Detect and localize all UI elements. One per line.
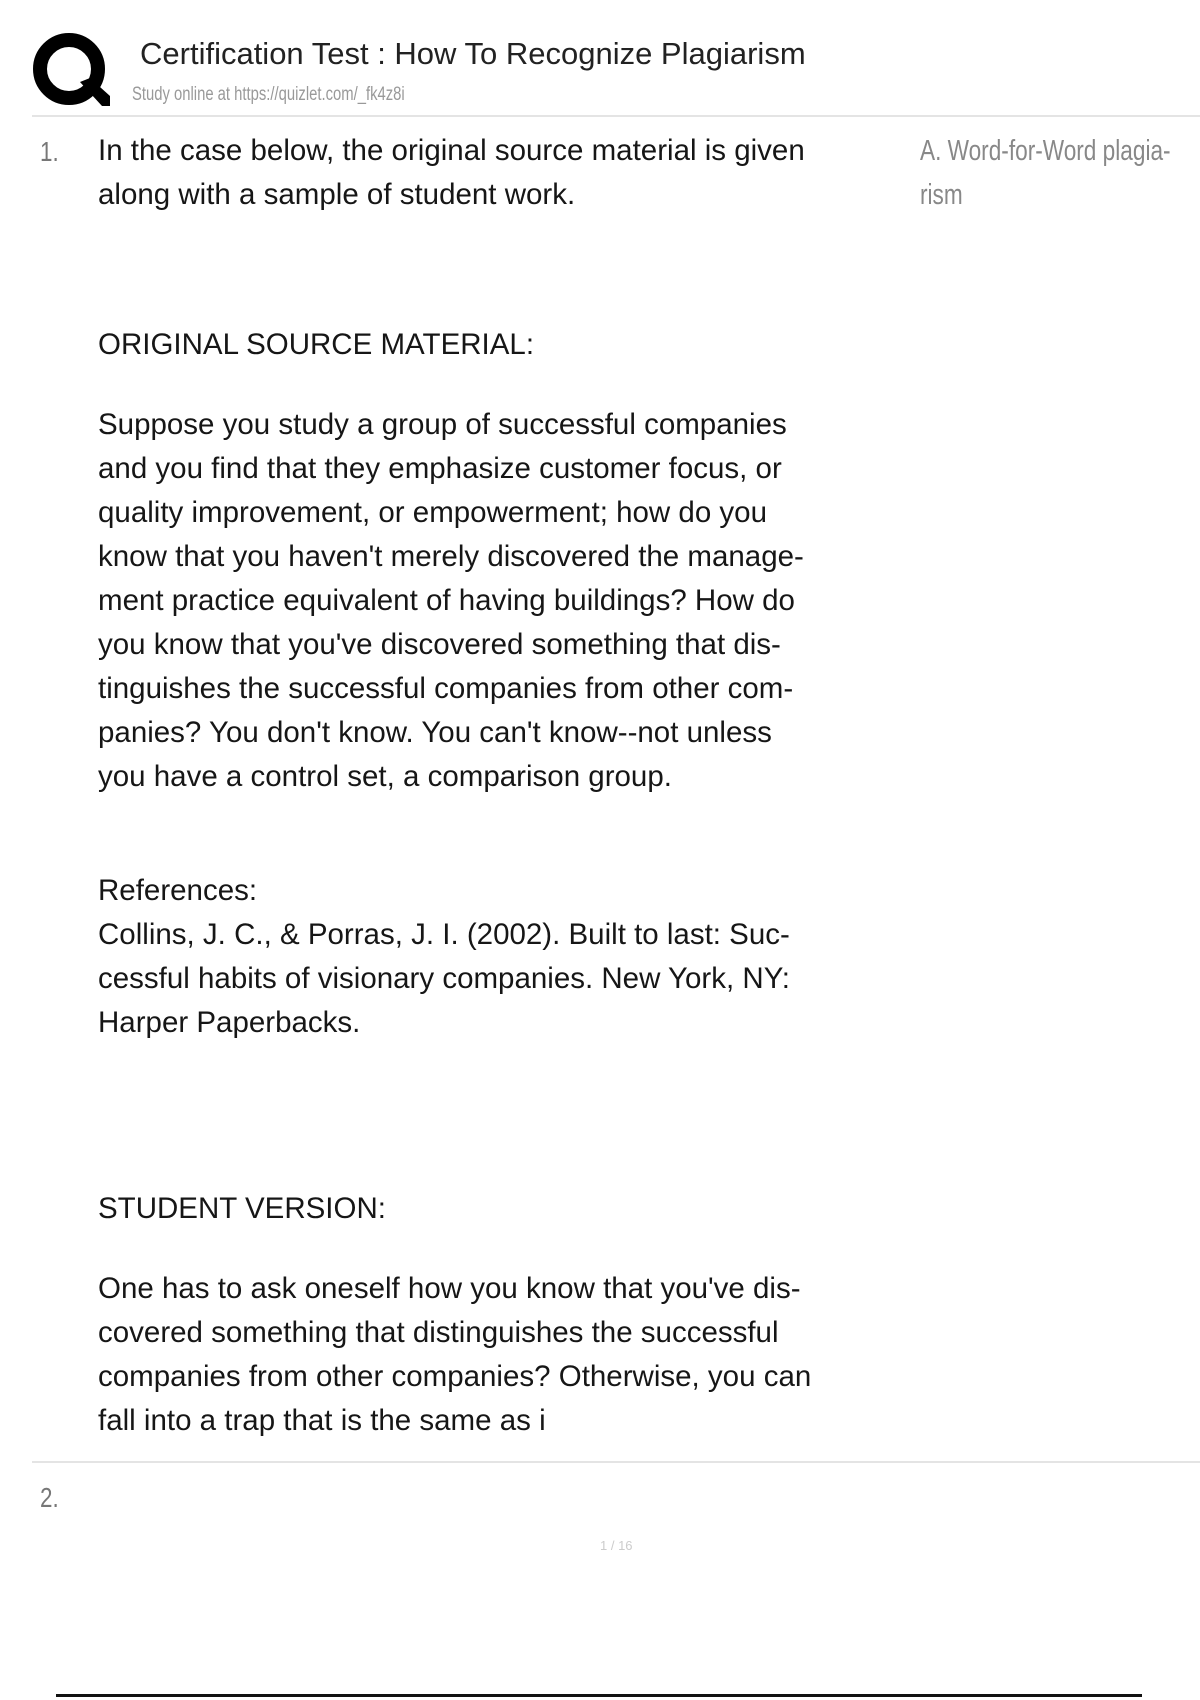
- student-text: companies from other companies? Otherwise, you can: [98, 1360, 812, 1393]
- student-text: fall into a trap that is the same as i: [98, 1404, 546, 1437]
- source-text: know that you haven't merely discovered the manage-: [98, 540, 804, 573]
- answer-line: A. Word-for-Word plagia-: [920, 135, 1171, 167]
- answer-line: rism: [920, 179, 963, 211]
- header-divider: [32, 115, 1200, 117]
- student-text: One has to ask oneself how you know that you've dis-: [98, 1272, 801, 1305]
- reference-text: Harper Paperbacks.: [98, 1006, 361, 1039]
- question-number: 2.: [40, 1482, 59, 1513]
- section-heading: STUDENT VERSION:: [98, 1192, 386, 1225]
- source-text: Suppose you study a group of successful companies: [98, 408, 787, 441]
- question-divider: [32, 1461, 1200, 1463]
- reference-text: Collins, J. C., & Porras, J. I. (2002). Built to last: Suc-: [98, 918, 790, 951]
- source-text: ment practice equivalent of having buildings? How do: [98, 584, 795, 617]
- page-indicator: 1 / 16: [600, 1538, 633, 1553]
- section-heading: ORIGINAL SOURCE MATERIAL:: [98, 328, 535, 361]
- page-title: Certification Test : How To Recognize Plagiarism: [140, 36, 806, 71]
- question-text: along with a sample of student work.: [98, 178, 576, 211]
- quizlet-logo-icon: [32, 32, 110, 110]
- source-text: panies? You don't know. You can't know--not unless: [98, 716, 772, 749]
- source-text: and you find that they emphasize customer focus, or: [98, 452, 782, 485]
- source-text: you know that you've discovered something that dis-: [98, 628, 781, 661]
- student-text: covered something that distinguishes the successful: [98, 1316, 779, 1349]
- question-text: In the case below, the original source material is given: [98, 134, 805, 167]
- references-heading: References:: [98, 874, 258, 907]
- bottom-rule: [56, 1694, 1142, 1697]
- reference-text: cessful habits of visionary companies. New York, NY:: [98, 962, 790, 995]
- study-link[interactable]: Study online at https://quizlet.com/_fk4z8i: [132, 84, 405, 105]
- source-text: tinguishes the successful companies from other com-: [98, 672, 794, 705]
- source-text: quality improvement, or empowerment; how do you: [98, 496, 767, 529]
- source-text: you have a control set, a comparison group.: [98, 760, 672, 793]
- question-number: 1.: [40, 136, 59, 167]
